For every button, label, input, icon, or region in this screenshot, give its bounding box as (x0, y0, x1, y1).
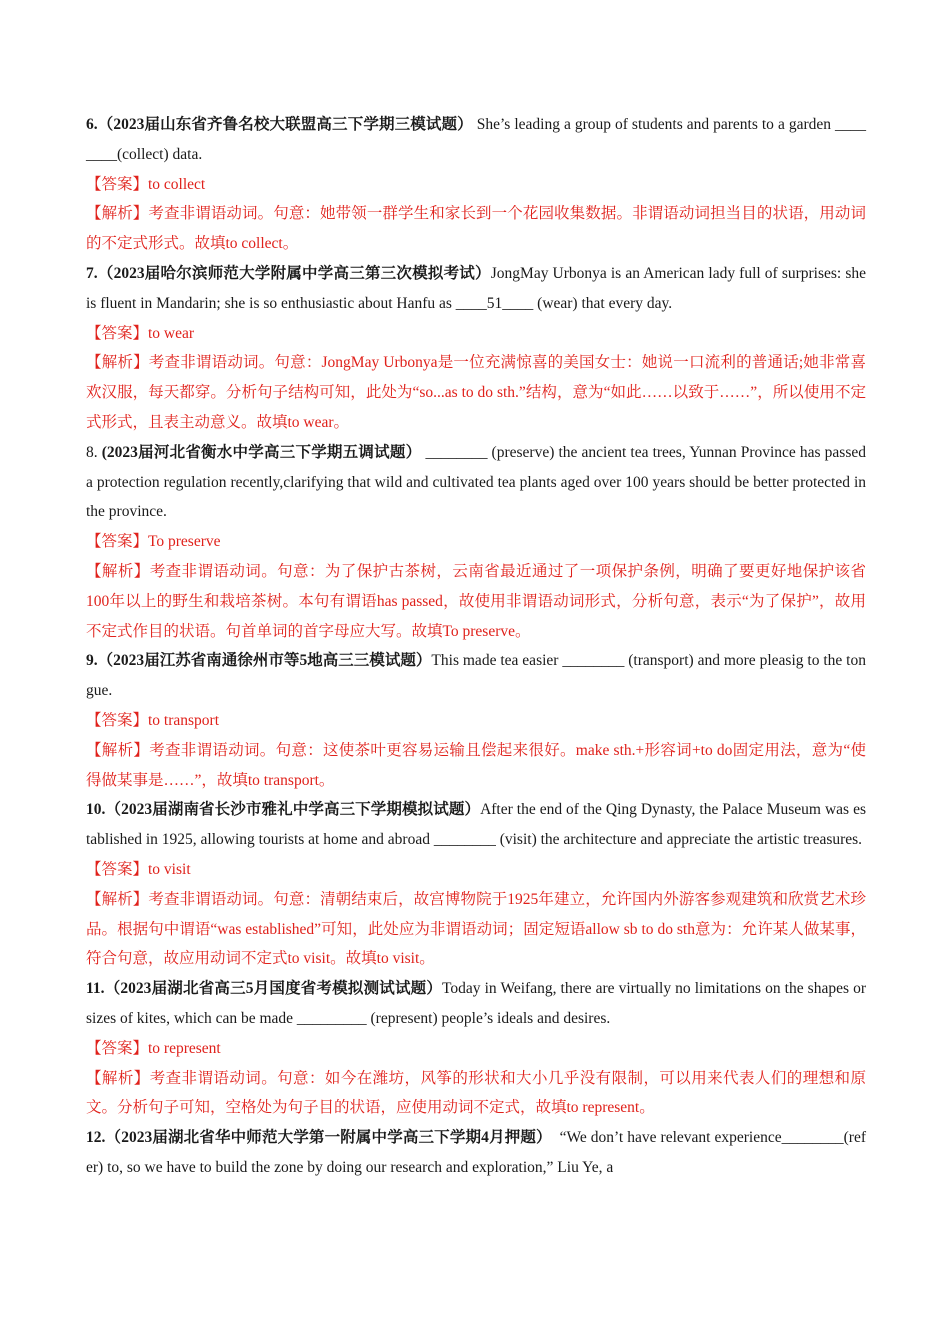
answer-6: 【答案】to collect (86, 175, 206, 193)
question-11 (86, 974, 866, 1034)
question-source: （2023届哈尔滨师范大学附属中学高三第三次模拟考试） (97, 264, 491, 282)
explanation-11: 【解析】考查非谓语动词。句意：如今在潍坊，风筝的形状和大小几乎没有限制，可以用来代表人们的理想和原文。分析句子可知，空格处为句子目的状语，应使用动词不定式，故填to represent。 (86, 1069, 866, 1117)
answer-8: 【答案】To preserve (86, 533, 221, 551)
question-6 (86, 110, 866, 170)
question-source: （2023届湖北省高三5月国度省考模拟测试试题） (104, 980, 443, 998)
question-source: （2023届山东省齐鲁名校大联盟高三下学期三模试题） (97, 116, 473, 133)
question-source: （2023届江苏省南通徐州市等5地高三三模试题） (97, 652, 432, 670)
answer-7: 【答案】to wear (86, 324, 195, 342)
question-number: 6. (86, 116, 98, 133)
question-text: JongMay Urbonya is an American lady full of surprises: she is fluent in Mandarin; she is so enthusiastic about Hanfu as ____51____ (wear) that every day. (86, 264, 866, 312)
explanation-9: 【解析】考查非谓语动词。句意：这使茶叶更容易运输且偿起来很好。make sth.+形容词+to do固定用法，意为“使得做某事是……”，故填to transport。 (86, 741, 866, 789)
question-7 (86, 259, 866, 319)
question-text: She’s leading a group of students and parents to a garden ________(collect) data. (86, 116, 866, 163)
question-text: “We don’t have relevant experience________(refer) to, so we have to build the zone by doing our research and exploration,” Liu Ye, a (86, 1129, 866, 1176)
question-number: 12. (86, 1129, 106, 1147)
explanation-8: 【解析】考查非谓语动词。句意：为了保护古茶树，云南省最近通过了一项保护条例，明确了要更好地保护该省100年以上的野生和栽培茶树。本句有谓语has passed，故使用非谓语动词形式，分析句意，表示“为了保护”，故用不定式作目的状语。句首单词的首字母应大写。故填To preserve。 (86, 562, 866, 640)
question-number: 8. (86, 443, 98, 461)
question-text: After the end of the Qing Dynasty, the Palace Museum was established in 1925, allowing tourists at home and abroad ________ (visit) the architecture and appreciate the artistic treasures. (86, 801, 866, 849)
question-source: （2023届湖南省长沙市雅礼中学高三下学期模拟试题） (105, 801, 481, 819)
answer-11: 【答案】to represent (86, 1039, 221, 1057)
question-10 (86, 795, 866, 855)
question-text: This made tea easier ________ (transport) and more pleasig to the tongue. (86, 652, 866, 700)
question-8 (86, 438, 866, 527)
answer-10: 【答案】to visit (86, 860, 191, 878)
explanation-10: 【解析】考查非谓语动词。句意：清朝结束后，故宫博物院于1925年建立，允许国内外游客参观建筑和欣赏艺术珍品。根据句中谓语“was established”可知，此处应为非谓语动词；固定短语allow sb to do sth意为：允许某人做某事，符合句意，故应用动词不定式to visit。故填to visit。 (86, 890, 866, 968)
question-number: 7. (86, 264, 98, 282)
question-12 (86, 1123, 866, 1183)
question-9 (86, 646, 866, 706)
question-text: ________ (preserve) the ancient tea trees, Yunnan Province has passed a protection regulation recently,clarifying that wild and cultivated tea plants aged over 100 years should be better protected in the province. (86, 443, 866, 521)
explanation-7: 【解析】考查非谓语动词。句意：JongMay Urbonya是一位充满惊喜的美国女士：她说一口流利的普通话;她非常喜欢汉服，每天都穿。分析句子结构可知，此处为“so...as to do sth.”结构，意为“如此……以致于……”，所以使用不定式形式，且表主动意义。故填to wear。 (86, 354, 866, 431)
question-number: 11. (86, 980, 105, 998)
question-number: 10. (86, 801, 106, 819)
question-text: Today in Weifang, there are virtually no limitations on the shapes or sizes of kites, which can be made _________ (represent) people’s ideals and desires. (86, 980, 866, 1027)
answer-9: 【答案】to transport (86, 711, 220, 729)
question-list (86, 110, 866, 1183)
question-source: （2023届湖北省华中师范大学第一附属中学高三下学期4月押题） (105, 1129, 544, 1147)
explanation-6: 【解析】考查非谓语动词。句意：她带领一群学生和家长到一个花园收集数据。非谓语动词担当目的状语，用动词的不定式形式。故填to collect。 (86, 205, 866, 253)
question-source: (2023届河北省衡水中学高三下学期五调试题） (97, 443, 426, 461)
question-number: 9. (86, 652, 98, 670)
